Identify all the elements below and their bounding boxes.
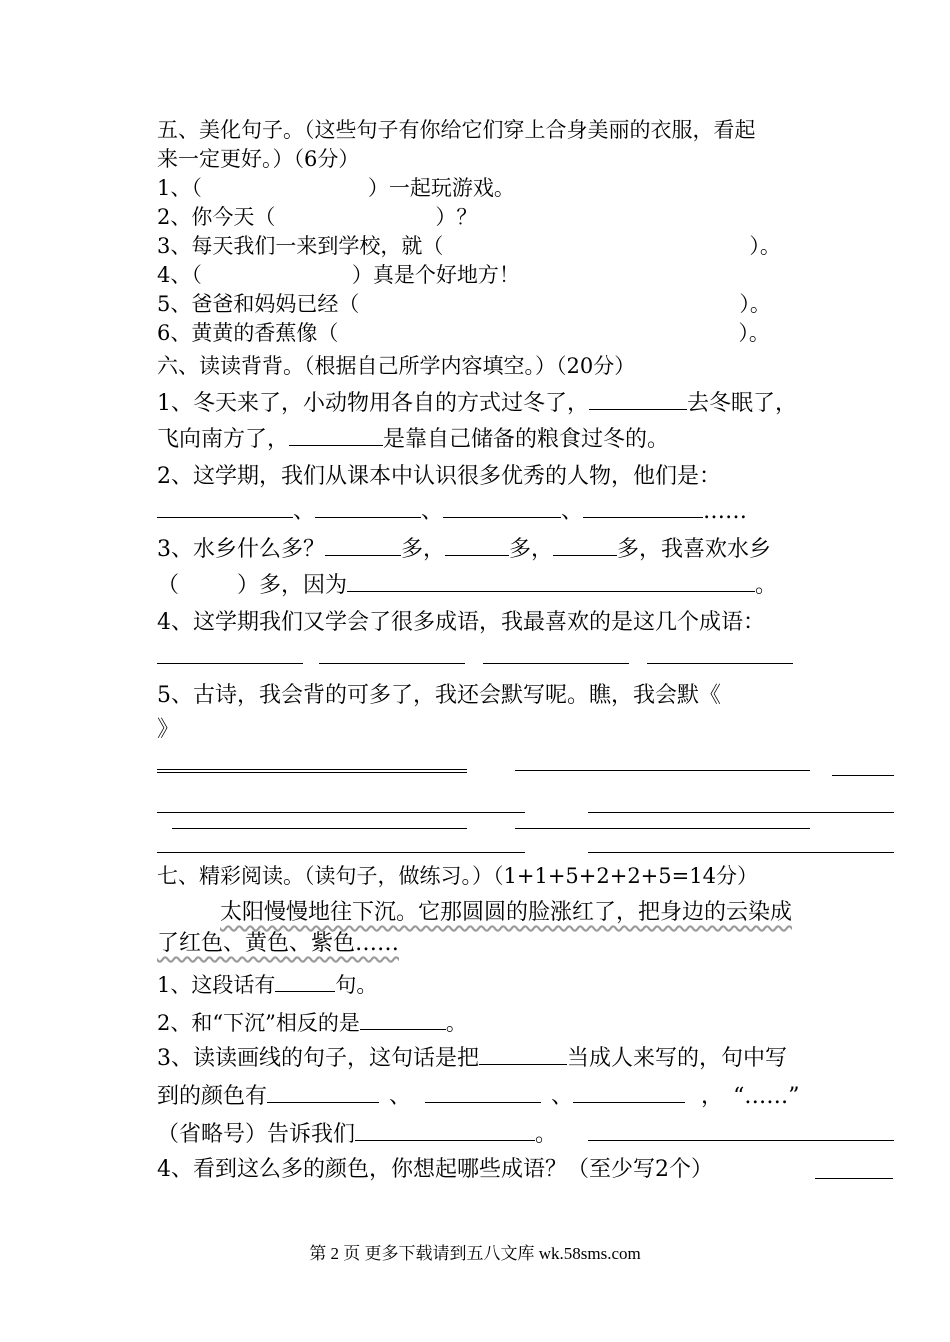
answer-blank[interactable] [267, 1082, 379, 1103]
s6-q3-line1: 3、水乡什么多？ 多， 多， 多，我喜欢水乡 [157, 537, 772, 562]
answer-blank[interactable] [583, 497, 703, 518]
answer-blank[interactable] [445, 535, 509, 556]
s6-q5-line2: 》 [157, 717, 180, 742]
s6-q5-line1: 5、古诗，我会背的可多了，我还会默写呢。瞧，我会默《 [157, 683, 721, 708]
section6-title: 六、读读背背。（根据自己所学内容填空。）（20分） [157, 354, 636, 378]
s6-q2-line1: 2、这学期，我们从课本中认识很多优秀的人物，他们是： [157, 464, 721, 489]
poem-line[interactable] [157, 769, 467, 770]
poem-line[interactable] [515, 770, 810, 771]
answer-blank[interactable] [325, 535, 401, 556]
poem-line[interactable] [832, 775, 894, 776]
s5-item-4: 4、（ ）真是个好地方！ [157, 263, 520, 287]
answer-line[interactable] [815, 1178, 893, 1179]
answer-blank[interactable] [289, 425, 383, 446]
s6-q2-line2: 、 、 、 …… [157, 497, 747, 526]
poem-line[interactable] [172, 828, 467, 829]
passage-line2: 了红色、黄色、紫色…… [157, 931, 400, 956]
answer-blank[interactable] [360, 1009, 446, 1030]
passage-line1: 太阳慢慢地往下沉。它那圆圆的脸涨红了，把身边的云染成 [220, 900, 793, 925]
s5-item-1: 1、（ ）一起玩游戏。 [157, 176, 515, 200]
answer-blank[interactable] [573, 1082, 685, 1103]
s7-q2: 2、和“下沉”相反的是 。 [157, 1011, 467, 1035]
s7-q3-line1: 3、读读画线的句子，这句话是把 当成人来写的，句中写 [157, 1046, 788, 1071]
answer-blank[interactable] [589, 389, 687, 410]
poem-line[interactable] [157, 812, 525, 813]
s6-q4: 4、这学期我们又学会了很多成语，我最喜欢的是这几个成语： [157, 610, 765, 635]
answer-line[interactable] [319, 663, 465, 664]
s6-q3-line2: （ ）多，因为 。 [157, 573, 778, 598]
answer-blank[interactable] [157, 497, 293, 518]
s5-item-2: 2、你今天（ ）？ [157, 205, 478, 229]
s5-item-3: 3、每天我们一来到学校，就（ ）。 [157, 234, 781, 258]
answer-blank[interactable] [425, 1082, 541, 1103]
s5-item-5: 5、爸爸和妈妈已经（ ）。 [157, 292, 771, 316]
section7-title: 七、精彩阅读。（读句子，做练习。）（1+1+5+2+2+5=14分） [157, 864, 758, 888]
answer-blank[interactable] [347, 571, 755, 592]
answer-line[interactable] [483, 663, 629, 664]
poem-line[interactable] [588, 812, 894, 813]
answer-blank[interactable] [479, 1044, 567, 1065]
answer-blank[interactable] [315, 497, 421, 518]
poem-line[interactable] [588, 852, 894, 853]
answer-line[interactable] [588, 1140, 894, 1141]
page-footer: 第 2 页 更多下载请到五八文库 wk.58sms.com [309, 1244, 641, 1263]
section5-title-cont: 来一定更好。）（6分） [157, 147, 360, 171]
poem-line[interactable] [157, 772, 467, 773]
answer-line[interactable] [157, 663, 303, 664]
s7-q1: 1、这段话有 句。 [157, 973, 378, 997]
answer-blank[interactable] [553, 535, 617, 556]
answer-blank[interactable] [443, 497, 561, 518]
s7-q3-line3: （省略号）告诉我们 。 [157, 1122, 558, 1147]
answer-blank[interactable] [355, 1120, 535, 1141]
poem-line[interactable] [515, 828, 810, 829]
s5-item-6: 6、黄黄的香蕉像（ ）。 [157, 321, 770, 345]
poem-line[interactable] [157, 852, 525, 853]
s7-q4: 4、看到这么多的颜色，你想起哪些成语？（至少写2个） [157, 1157, 713, 1182]
answer-blank[interactable] [275, 971, 335, 992]
s7-q3-line2: 到的颜色有 、 、 ， “……” [157, 1084, 800, 1109]
answer-line[interactable] [647, 663, 793, 664]
s6-q1-line1: 1、冬天来了，小动物用各自的方式过冬了， 去冬眠了， [157, 391, 798, 416]
s6-q1-line2: 飞向南方了， 是靠自己储备的粮食过冬的。 [157, 427, 670, 452]
section5-title: 五、美化句子。（这些句子有你给它们穿上合身美丽的衣服，看起 [157, 118, 756, 142]
